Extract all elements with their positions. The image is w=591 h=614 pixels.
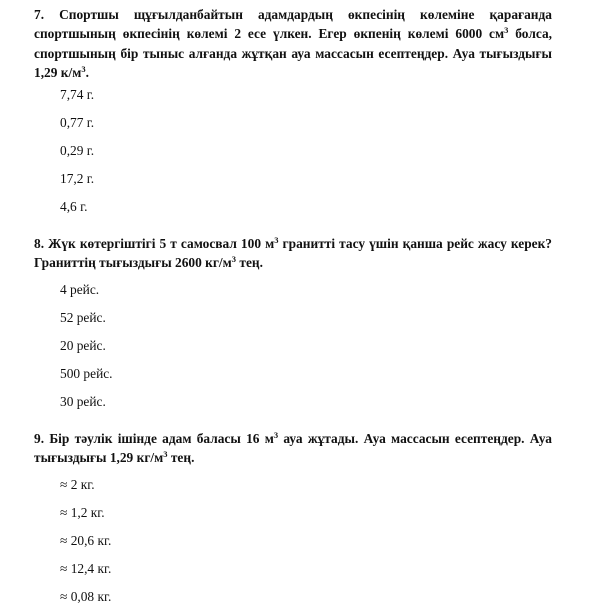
answer-option: 0,29 г. (60, 143, 95, 158)
question-text: Жүк көтергіштігі 5 т самосвал 100 м (48, 236, 275, 251)
answer-option: 20 рейс. (60, 338, 106, 353)
answer-option: 17,2 г. (60, 171, 95, 186)
superscript: 3 (274, 235, 279, 245)
answer-option: ≈ 2 кг. (60, 477, 95, 492)
answer-option: 4,6 г. (60, 199, 88, 214)
question-text: . (85, 64, 89, 80)
superscript: 3 (504, 25, 509, 36)
answer-option: 30 рейс. (60, 394, 106, 409)
answer-option: ≈ 12,4 кг. (60, 561, 112, 576)
answer-option: ≈ 0,08 кг. (60, 589, 112, 604)
answer-option: 4 рейс. (60, 282, 100, 297)
answer-option: ≈ 1,2 кг. (60, 505, 105, 520)
question-8-text (34, 234, 552, 273)
question-text: гранитті тасу үшін қанша рейс жасу керек? Граниттің тығыздығы 2600 кг/м (34, 236, 552, 271)
question-text: болса, спортшының бір тыныс алғанда жұтқан ауа массасын есептеңдер. Ауа тығыздығы 1,29 к/м (34, 26, 552, 80)
superscript: 3 (231, 254, 237, 265)
question-7-text (34, 5, 552, 82)
answer-option: 0,77 г. (60, 115, 95, 130)
answer-option: 7,74 г. (60, 87, 95, 102)
question-text: Спортшы щұғылданбайтын адамдардың өкпесінің көлеміне қарағанда спортшының өкпесінің көлемі 2 есе үлкен. Егер өкпенің көлемі 6000 см (34, 7, 552, 42)
superscript: 3 (163, 449, 168, 460)
question-text: Бір тәулік ішінде адам баласы 16 м (49, 431, 274, 446)
answer-option: ≈ 20,6 кг. (60, 533, 112, 548)
question-text: ауа жұтады. Ауа массасын есептеңдер. Ауа тығыздығы 1,29 кг/м (34, 431, 553, 466)
answer-option: 500 рейс. (60, 366, 113, 381)
question-text: тең. (236, 255, 263, 271)
question-number: 9. (34, 431, 45, 446)
answer-option: 52 рейс. (60, 310, 106, 325)
question-text: тең. (167, 450, 195, 466)
question-number: 7. (34, 7, 45, 22)
superscript: 3 (81, 63, 86, 74)
question-9-text (34, 429, 552, 468)
question-number: 8. (34, 236, 45, 251)
superscript: 3 (273, 430, 279, 440)
